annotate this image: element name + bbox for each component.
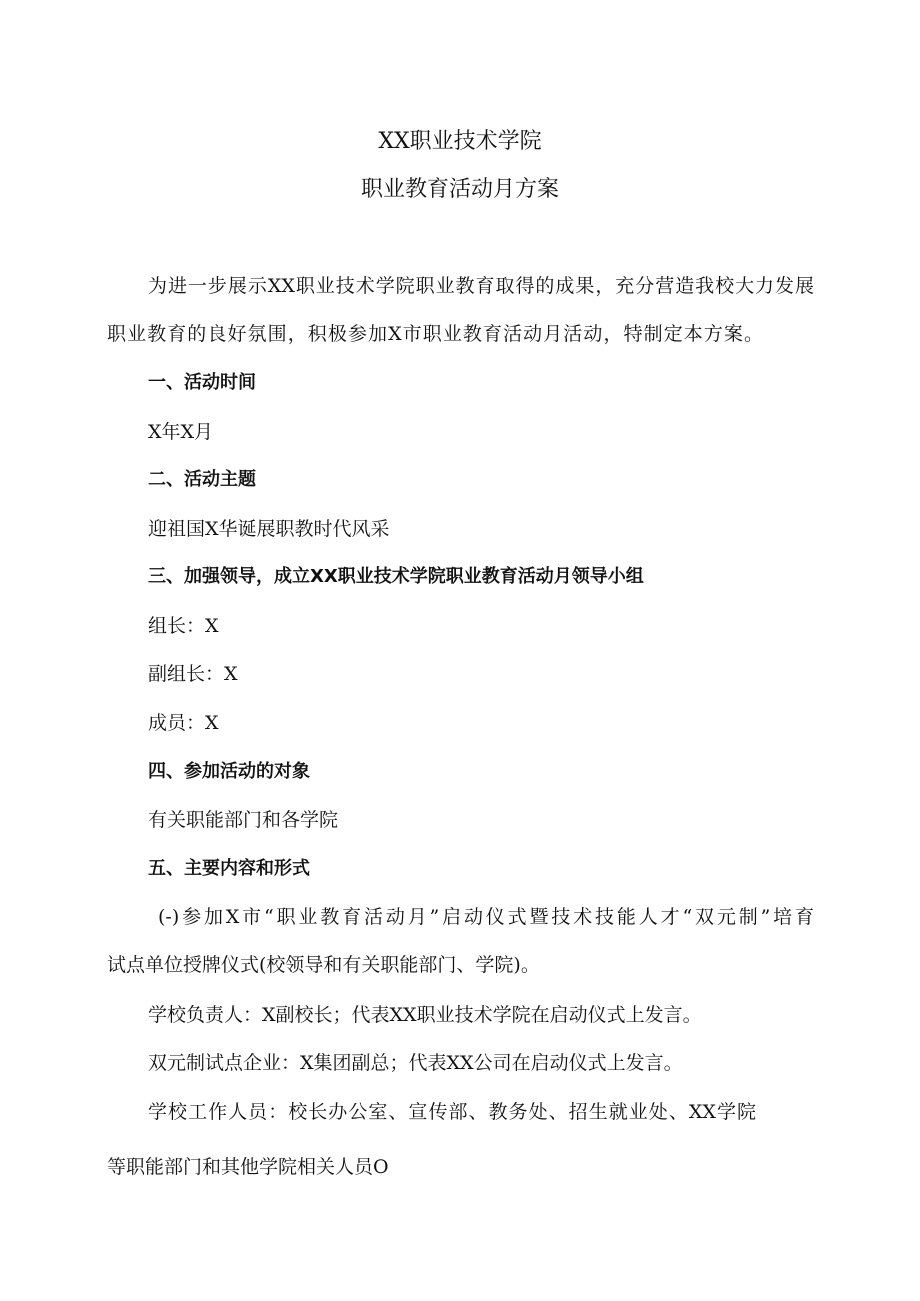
section-4-text: 有关职能部门和各学院 [148,809,339,831]
section-5-staff-line-1: 学校工作人员：校长办公室、宣传部、教务处、招生就业处、XX学院 [148,1101,756,1123]
section-1-heading: 一、活动时间 [148,372,256,393]
document-subtitle: 职业教育活动月方案 [360,177,559,202]
section-4-heading: 四、参加活动的对象 [148,761,310,782]
section-3-vice-leader: 副组长：X [148,663,238,685]
section-3-members: 成员：X [148,712,219,734]
intro-line-2: 职业教育的良好氛围，积极参加X市职业教育活动月活动，特制定本方案。 [107,323,763,345]
section-1-text: X年X月 [148,421,214,443]
section-5-staff-line-2: 等职能部门和其他学院相关人员O [107,1156,389,1178]
section-5-school-lead: 学校负责人：X副校长；代表XX职业技术学院在启动仪式上发言。 [148,1004,702,1026]
section-3-leader: 组长：X [148,615,219,637]
document-title: XX职业技术学院 [378,129,542,154]
section-2-text: 迎祖国X华诞展职教时代风采 [148,518,390,540]
section-5-para-1-line-1: (-)参加X市“职业教育活动月”启动仪式暨技术技能人才“双元制”培育 [158,906,814,928]
section-3-heading: 三、加强领导，成立XX职业技术学院职业教育活动月领导小组 [148,566,644,587]
section-5-heading: 五、主要内容和形式 [148,858,310,879]
section-5-para-1-line-2: 试点单位授牌仪式(校领导和有关职能部门、学院)。 [107,954,540,976]
section-2-heading: 二、活动主题 [148,469,256,490]
section-5-enterprise: 双元制试点企业：X集团副总；代表XX公司在启动仪式上发言。 [148,1052,683,1074]
intro-line-1: 为进一步展示XX职业技术学院职业教育取得的成果，充分营造我校大力发展 [148,275,814,297]
